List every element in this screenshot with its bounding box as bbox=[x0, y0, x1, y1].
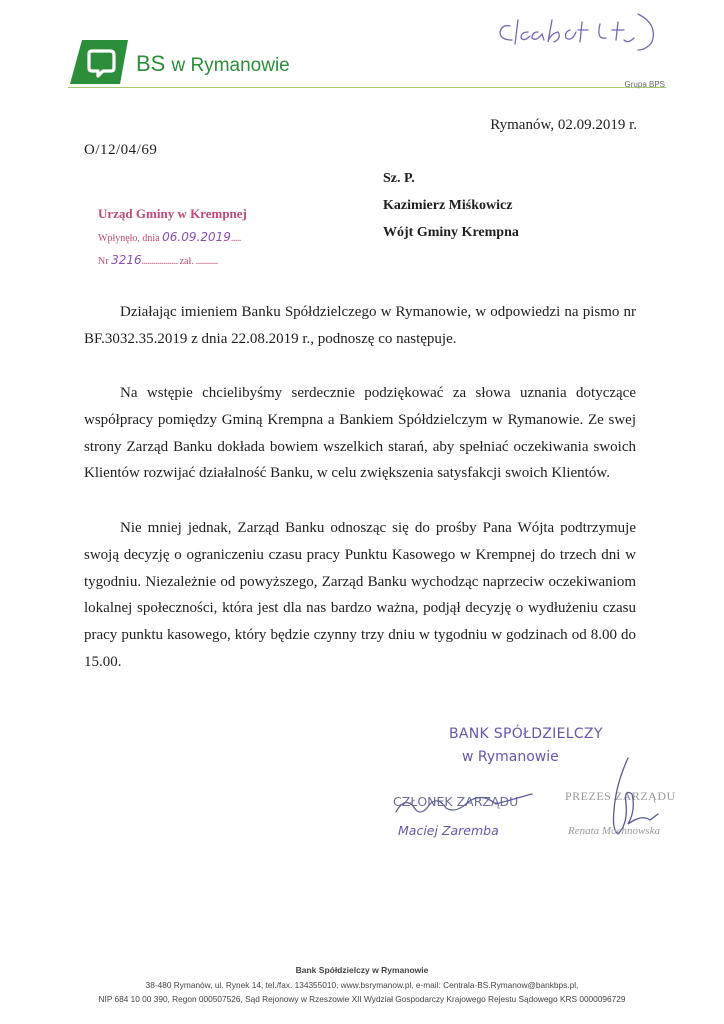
recipient-name: Kazimierz Miśkowicz bbox=[383, 198, 513, 213]
bank-name-logo bbox=[136, 51, 290, 77]
logo-rest: w Rymanowie bbox=[171, 55, 290, 76]
bank-logo-icon bbox=[70, 40, 128, 84]
footer-registry-line: NIP 684 10 00 390, Regon 000507526, Sąd Rejonowy w Rzeszowie XII Wydział Gospodarczy Krajowego Rejestu Sądowego KRS 0000096729 bbox=[98, 994, 626, 1004]
member-name: Maciej Zaremba bbox=[398, 823, 499, 838]
footer-address-line: 38-480 Rymanów, ul. Rynek 14, tel./fax. 134355010, www.bsrymanow.pl, e-mail: Centrala-BS.Rymanow@bankbps.pl, bbox=[145, 980, 579, 990]
bank-stamp-line-1: BANK SPÓŁDZIELCZY bbox=[449, 726, 603, 742]
group-label: Grupa BPS bbox=[624, 80, 665, 89]
reference-number: O/12/04/69 bbox=[84, 142, 158, 158]
paragraph-3-text: Nie mniej jednak, Zarząd Banku odnosząc się do prośby Pana Wójta podtrzymuje swoją decyzję o ograniczeniu czasu pracy Punktu Kasowego w Krempnej do trzech dni w tygodniu. Niezależnie od powyższego, Zarząd Banku wychodząc naprzeciw oczekiwaniom lokalnej społeczności, która jest dla nas bardzo ważna, podjął decyzję o wydłużeniu czasu pracy punktu kasowego, który będzie czynny trzy dniu w tygodniu w godzinach od 8.00 do 15.00. bbox=[84, 520, 636, 670]
place-and-date: Rymanów, 02.09.2019 r. bbox=[490, 117, 637, 133]
stamp-attachment-label: zał. bbox=[179, 256, 194, 267]
receipt-stamp bbox=[98, 206, 278, 276]
footer-bank-name: Bank Spółdzielczy w Rymanowie bbox=[295, 965, 429, 975]
stamp-title: Urząd Gminy w Krempnej bbox=[98, 206, 247, 221]
header-divider bbox=[68, 87, 666, 88]
bank-stamp-line-2: w Rymanowie bbox=[462, 749, 559, 765]
body-paragraph-3 bbox=[84, 515, 636, 676]
stamp-received-date: 06.09.2019 bbox=[162, 230, 231, 244]
handwritten-note-signature bbox=[488, 10, 664, 52]
member-signature bbox=[386, 784, 536, 824]
logo-bs: BS bbox=[136, 51, 166, 76]
president-name: Renata Mochnowska bbox=[568, 825, 660, 837]
recipient-title: Wójt Gminy Krempna bbox=[383, 225, 519, 240]
stamp-received-label: Wpłynęło, dnia bbox=[98, 233, 160, 244]
recipient-salutation: Sz. P. bbox=[383, 171, 415, 186]
stamp-number-label: Nr bbox=[98, 256, 109, 267]
stamp-number-line: Nr 3216.................. zał. ........... bbox=[98, 253, 218, 267]
stamp-received-line: Wpłynęło, dnia 06.09.2019..... bbox=[98, 230, 241, 244]
paragraph-1-text: Działając imieniem Banku Spółdzielczego w Rymanowie, w odpowiedzi na pismo nr BF.3032.35.2019 z dnia 22.08.2019 r., podnoszę co następuje. bbox=[84, 304, 636, 347]
stamp-number-value: 3216 bbox=[111, 253, 142, 267]
body-paragraph-1 bbox=[84, 299, 636, 353]
body-paragraph-2 bbox=[84, 380, 636, 487]
member-title: CZŁONEK ZARZĄDU bbox=[393, 794, 519, 809]
paragraph-2-text: Na wstępie chcielibyśmy serdecznie podziękować za słowa uznania dotyczące współpracy pomiędzy Gminą Krempna a Bankiem Spółdzielczym w Rymanowie. Ze swej strony Zarząd Banku dokłada bowiem wszelkich starań, aby spełniać oczekiwania swoich Klientów rozwijać działalność Banku, w celu zwiększenia satysfakcji swoich Klientów. bbox=[84, 385, 636, 482]
president-title: PREZES ZARZĄDU bbox=[565, 789, 676, 803]
